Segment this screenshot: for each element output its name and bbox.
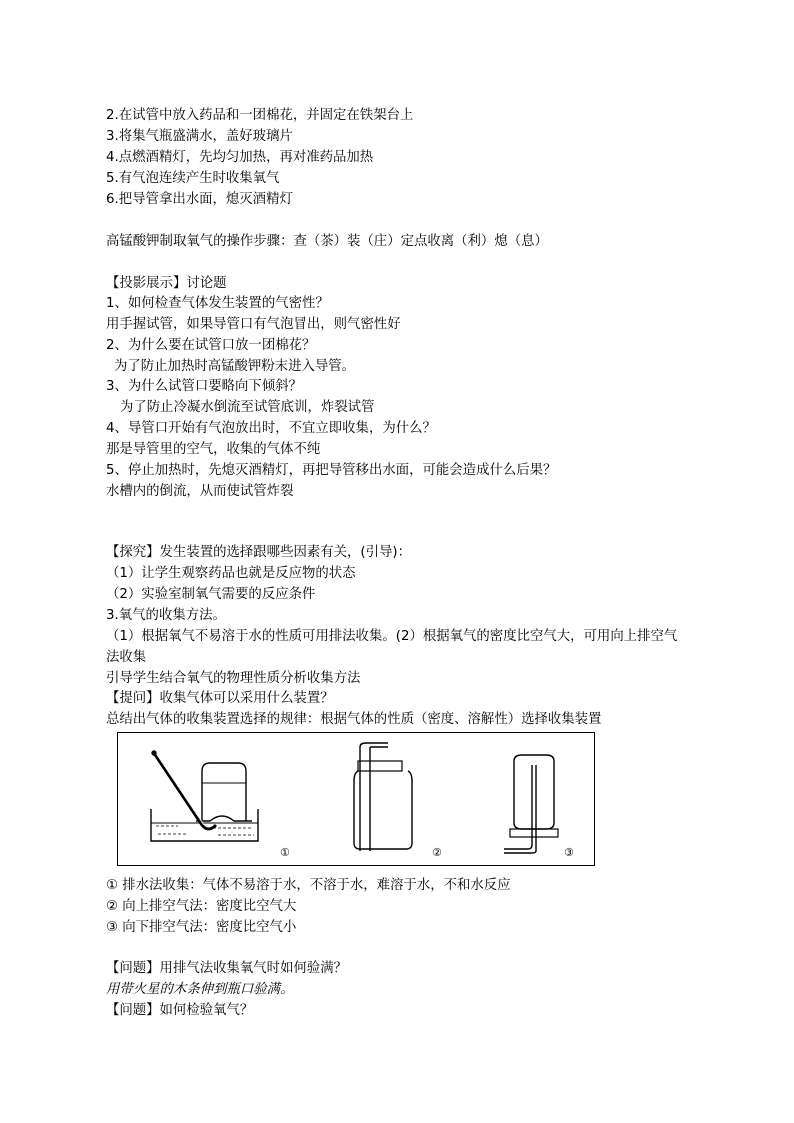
question-3: 3、为什么试管口要略向下倾斜？ (106, 379, 302, 394)
collection-method-title: 3.氧气的收集方法。 (106, 608, 226, 623)
step-3: 3.将集气瓶盛满水，盖好玻璃片 (106, 129, 293, 144)
figure-label-3: ③ (564, 846, 574, 859)
answer-4: 那是导管里的空气，收集的气体不纯 (106, 442, 321, 457)
figure-label-2: ② (432, 846, 442, 859)
step-6: 6.把导管拿出水面，熄灭酒精灯 (106, 192, 293, 207)
answer-5: 水槽内的倒流，从而使试管炸裂 (106, 484, 294, 499)
legend-item-2: ② 向上排空气法：密度比空气大 (106, 899, 297, 914)
question-5: 5、停止加热时，先熄灭酒精灯，再把导管移出水面，可能会造成什么后果？ (106, 463, 557, 478)
question-1: 1、如何检查气体发生装置的气密性？ (106, 296, 329, 311)
ask-line: 【提问】收集气体可以采用什么装置？ (106, 691, 334, 706)
apparatus-drawing (118, 733, 596, 867)
question-4: 4、导管口开始有气泡放出时，不宜立即收集，为什么？ (106, 421, 436, 436)
rule-line: 总结出气体的收集装置选择的规律：根据气体的性质（密度、溶解性）选择收集装置 (106, 712, 602, 727)
summary-line: 高锰酸钾制取氧气的操作步骤：查（茶）装（庄）定点收离（利）熄（息） (106, 234, 548, 249)
figure-label-1: ① (280, 846, 290, 859)
downward-air-apparatus (504, 755, 558, 853)
step-2: 2.在试管中放入药品和一团棉花，并固定在铁架台上 (106, 108, 414, 123)
explore-item-2: （2）实验室制氧气需要的反应条件 (106, 587, 316, 602)
step-5: 5.有气泡连续产生时收集氧气 (106, 171, 280, 186)
answer-full-check: 用带火星的木条伸到瓶口验满。 (106, 982, 294, 997)
answer-1: 用手握试管，如果导管口有气泡冒出，则气密性好 (106, 317, 401, 332)
question-2: 2、为什么要在试管口放一团棉花？ (106, 338, 316, 353)
collection-apparatus-figure (117, 732, 595, 866)
explore-item-1: （1）让学生观察药品也就是反应物的状态 (106, 566, 356, 581)
answer-3: 为了防止冷凝水倒流至试管底训，炸裂试管 (120, 400, 375, 415)
step-4: 4.点燃酒精灯，先均匀加热，再对准药品加热 (106, 150, 374, 165)
collection-method-a: （1）根据氧气不易溶于水的性质可用排法收集。(2）根据氧气的密度比空气大，可用向上排空气 (106, 629, 678, 644)
legend-item-3: ③ 向下排空气法：密度比空气小 (106, 920, 297, 935)
explore-heading: 【探究】发生装置的选择跟哪些因素有关，(引导)： (106, 545, 412, 560)
discussion-heading: 【投影展示】讨论题 (106, 276, 227, 291)
legend-item-1: ① 排水法收集：气体不易溶于水，不溶于水，难溶于水，不和水反应 (106, 878, 511, 893)
question-test-oxygen: 【问题】如何检验氧气？ (106, 1003, 254, 1018)
answer-2: 为了防止加热时高锰酸钾粉末进入导管。 (114, 359, 356, 374)
question-full-check: 【问题】用排气法收集氧气时如何验满？ (106, 961, 348, 976)
collection-method-b: 法收集 (106, 650, 147, 665)
upward-air-apparatus (354, 743, 412, 851)
water-trough-apparatus (151, 751, 258, 841)
guide-line: 引导学生结合氧气的物理性质分析收集方法 (106, 671, 361, 686)
